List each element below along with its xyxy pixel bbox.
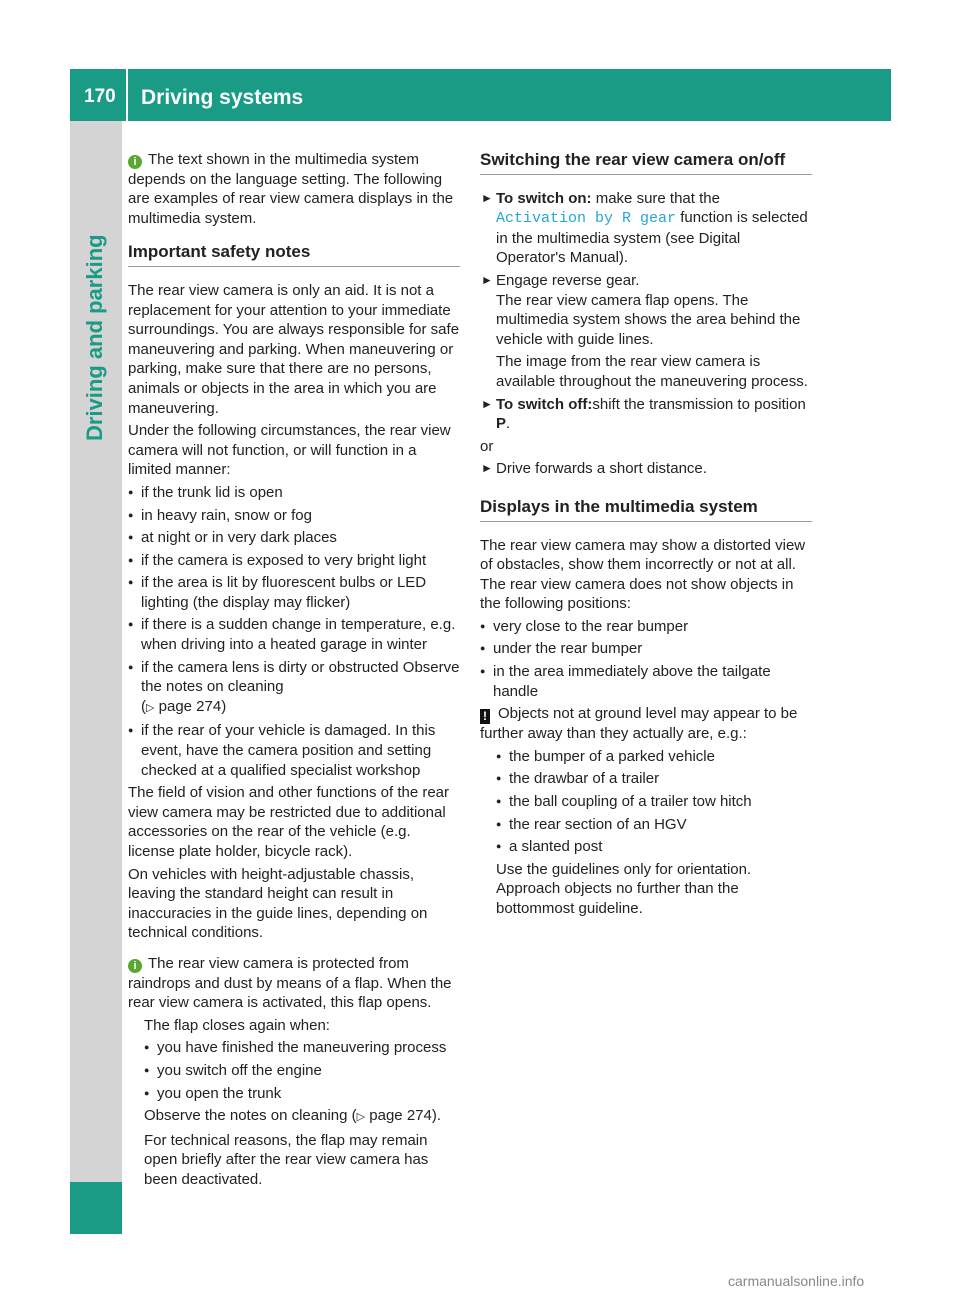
- paragraph: The rear view camera is only an aid. It is not a replacement for your attention to your immediate surroundings. You are always responsible for safe maneuvering and parking. When maneuvering or parking, make sure that there are no persons, animals or objects in the area in which you are maneuvering.: [128, 281, 460, 417]
- info-icon: i: [128, 155, 142, 169]
- page-reference-link[interactable]: page 274): [158, 697, 227, 715]
- paragraph: For technical reasons, the flap may remain open briefly after the rear view camera has been deactivated.: [144, 1131, 429, 1188]
- side-tab-label: Driving and parking: [82, 234, 107, 441]
- list-item: ● if the camera lens is dirty or obstructed Observe the notes on cleaning (▷ page 274): [128, 658, 460, 719]
- instruction-step: ► Engage reverse gear. The rear view camera flap opens. The multimedia system shows the area behind the vehicle with guide lines.: [481, 271, 801, 348]
- heading-displays: Displays in the multimedia system: [480, 497, 812, 522]
- list-item: ● under the rear bumper: [480, 639, 812, 659]
- instruction-step: ► To switch off:shift the transmission to position P.: [481, 395, 806, 433]
- heading-safety-notes: Important safety notes: [128, 242, 460, 267]
- list-item: ● in heavy rain, snow or fog: [128, 506, 460, 526]
- paragraph: Under the following circumstances, the rear view camera will not function, or will function in a limited manner:: [128, 422, 451, 479]
- step-arrow-icon: ►: [481, 396, 493, 411]
- instruction-step: ► To switch on: make sure that the Activation by R gear function is selected in the multimedia system (see Digital Operator's Manual).: [481, 189, 808, 267]
- blind-spot-list: [480, 617, 812, 701]
- paragraph: The field of vision and other functions of the rear view camera may be restricted due to additional accessories on the rear of the vehicle (e.g. license plate holder, bicycle rack).: [128, 784, 450, 860]
- menu-function-name: Activation by R gear: [496, 210, 677, 228]
- info-icon: i: [128, 959, 142, 973]
- left-column: [128, 150, 460, 1193]
- list-item: ● the drawbar of a trailer: [496, 769, 812, 789]
- list-item: ● a slanted post: [496, 837, 812, 857]
- list-item: ● you open the trunk: [144, 1084, 460, 1104]
- list-item: ● at night or in very dark places: [128, 528, 460, 548]
- list-item: ● if the rear of your vehicle is damaged. In this event, have the camera position and setting checked at a qualified specialist workshop: [128, 721, 460, 780]
- list-item: ● if there is a sudden change in temperature, e.g. when driving into a heated garage in winter: [128, 615, 460, 654]
- header-divider: [126, 69, 128, 121]
- paragraph: The flap closes again when:: [144, 1016, 330, 1034]
- flap-close-list: [144, 1038, 460, 1103]
- info-note: i The rear view camera is protected from raindrops and dust by means of a flap. When the rear view camera is activated, this flap opens.: [128, 954, 452, 1012]
- paragraph: Observe the notes on cleaning (▷ page 274).: [144, 1107, 442, 1125]
- list-item: ● the bumper of a parked vehicle: [496, 747, 812, 767]
- step-arrow-icon: ►: [481, 190, 493, 205]
- page-ref-arrow-icon: ▷: [356, 1111, 366, 1124]
- list-item: ● if the trunk lid is open: [128, 483, 460, 503]
- paragraph: On vehicles with height-adjustable chassis, leaving the standard height can result in inaccuracies in the guide lines, depending on technical conditions.: [128, 865, 428, 942]
- warning-note: ! Objects not at ground level may appear to be further away than they actually are, e.g.:: [480, 705, 798, 743]
- circumstance-list: [128, 483, 460, 780]
- distorted-objects-list: [496, 747, 812, 857]
- heading-switching-camera: Switching the rear view camera on/off: [480, 150, 812, 175]
- side-tab-marker: [70, 1182, 122, 1234]
- watermark: carmanualsonline.info: [728, 1273, 865, 1289]
- instruction-result: The image from the rear view camera is available throughout the maneuvering process.: [496, 353, 808, 390]
- right-column: [480, 150, 812, 922]
- list-item: ● you switch off the engine: [144, 1061, 460, 1081]
- list-item: ● if the camera is exposed to very bright light: [128, 551, 460, 571]
- list-item: ● the rear section of an HGV: [496, 815, 812, 835]
- list-item: ● the ball coupling of a trailer tow hitch: [496, 792, 812, 812]
- step-arrow-icon: ►: [481, 461, 493, 476]
- section-title: Driving systems: [141, 86, 304, 109]
- step-arrow-icon: ►: [481, 272, 493, 287]
- paragraph: The rear view camera may show a distorted view of obstacles, show them incorrectly or not at all. The rear view camera does not show objects in the following positions:: [480, 536, 806, 613]
- list-item: ● very close to the rear bumper: [480, 617, 812, 637]
- page-ref-arrow-icon: ▷: [146, 701, 155, 714]
- or-text: or: [480, 437, 494, 455]
- page-number: 170: [84, 86, 116, 107]
- instruction-step: ► Drive forwards a short distance.: [481, 460, 707, 478]
- side-tab: [70, 121, 122, 1234]
- paragraph: Use the guidelines only for orientation. Approach objects no further than the bottommost guideline.: [496, 860, 752, 917]
- list-item: ● in the area immediately above the tailgate handle: [480, 662, 812, 701]
- page-reference-link[interactable]: page 274).: [369, 1107, 442, 1125]
- list-item: ● if the area is lit by fluorescent bulbs or LED lighting (the display may flicker): [128, 573, 460, 612]
- info-note: i The text shown in the multimedia system depends on the language setting. The following are examples of rear view camera displays in the multimedia system.: [128, 151, 454, 227]
- warning-icon: !: [480, 709, 490, 724]
- list-item: ● you have finished the maneuvering process: [144, 1038, 460, 1058]
